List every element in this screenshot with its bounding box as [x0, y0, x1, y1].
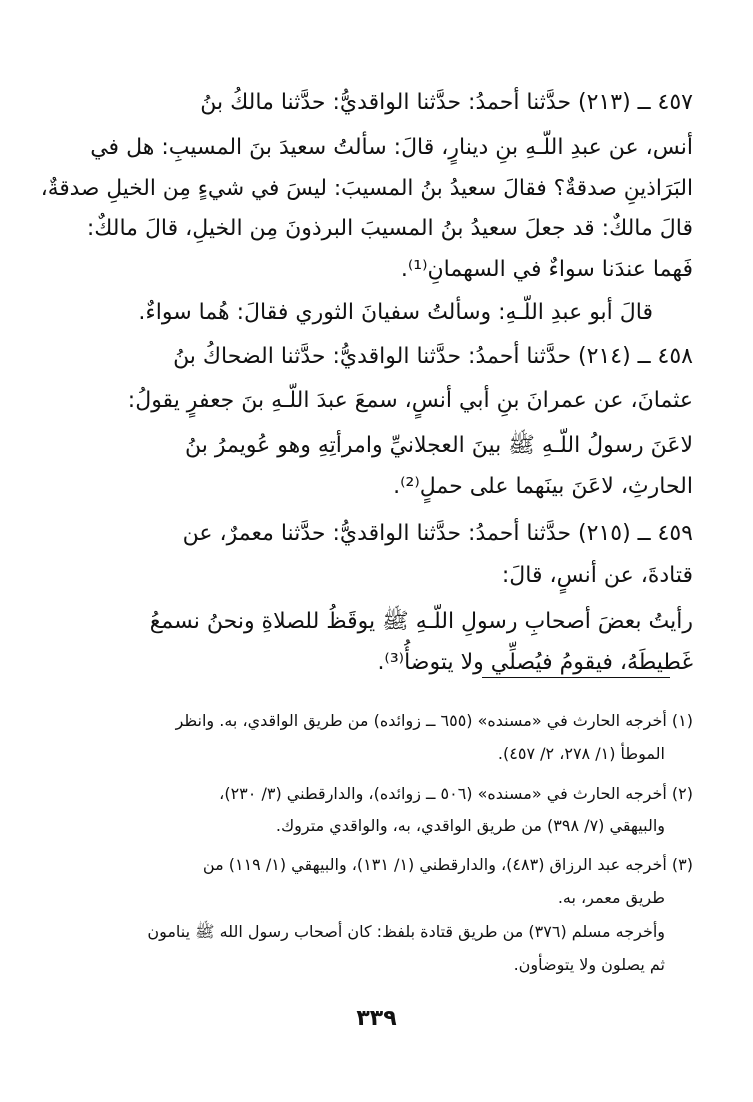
footnote-separator [482, 677, 670, 678]
footnote-3-line-4: ثم يصلون ولا يتوضأون. [513, 955, 665, 974]
hadith-457-line-5: فَهما عندَنا سواءٌ في السهمانِ⁽¹⁾. [400, 257, 693, 282]
hadith-458-line-4: الحارثِ، لاعَنَ بينَهما على حملٍ⁽²⁾. [393, 474, 693, 499]
hadith-459-line-4: غَطيطَهُ، فيقومُ فيُصلِّي ولا يتوضأُ⁽³⁾. [377, 650, 693, 675]
footnote-3-line-1: (٣) أخرجه عبد الرزاق (٤٨٣)، والدارقطني (١/ ١٣١)، والبيهقي (١/ ١١٩) من [202, 855, 693, 874]
hadith-458-line-2: عثمانَ، عن عمرانَ بنِ أبي أنسٍ، سمعَ عبدَ اللّـهِ بنَ جعفرٍ يقولُ: [127, 388, 693, 413]
hadith-457-line-4: قالَ مالكٌ: قد جعلَ سعيدُ بنُ المسيبَ البرذونَ مِن الخيلِ، قالَ مالكٌ: [86, 216, 693, 241]
footnote-3-line-2: طريق معمر، به. [557, 888, 665, 907]
footnote-1-line-2: الموطأ (١/ ٢٧٨، ٢/ ٤٥٧). [497, 744, 665, 763]
footnote-2-line-1: (٢) أخرجه الحارث في «مسنده» (٥٠٦ ــ زوائده)، والدارقطني (٣/ ٢٣٠)، [219, 784, 693, 803]
hadith-459-line-3: رأيتُ بعضَ أصحابِ رسولِ اللّـهِ ﷺ يوقَظُ للصلاةِ ونحنُ نسمعُ [149, 609, 693, 634]
hadith-459-line-2: قتادةَ، عن أنسٍ، قالَ: [501, 563, 693, 588]
hadith-458-line-3: لاعَنَ رسولُ اللّـهِ ﷺ بينَ العجلانيِّ وامرأتِهِ وهو عُويمرُ بنُ [184, 433, 693, 458]
commentary-line: قالَ أبو عبدِ اللّـهِ: وسألتُ سفيانَ الثوري فقالَ: هُما سواءٌ. [138, 300, 653, 325]
hadith-458-line-1: ٤٥٨ ــ (٢١٤) حدَّثنا أحمدُ: حدَّثنا الواقديُّ: حدَّثنا الضحاكُ بنُ [173, 344, 693, 369]
hadith-459-line-1: ٤٥٩ ــ (٢١٥) حدَّثنا أحمدُ: حدَّثنا الواقديُّ: حدَّثنا معمرٌ، عن [182, 521, 693, 546]
footnote-1-line-1: (١) أخرجه الحارث في «مسنده» (٦٥٥ ــ زوائده) من طريق الواقدي، به. وانظر [175, 711, 693, 730]
hadith-457-line-1: ٤٥٧ ــ (٢١٣) حدَّثنا أحمدُ: حدَّثنا الواقديُّ: حدَّثنا مالكُ بنُ [200, 90, 693, 115]
footnote-3-line-3: وأخرجه مسلم (٣٧٦) من طريق قتادة بلفظ: كان أصحاب رسول الله ﷺ ينامون [147, 922, 665, 941]
page-number: ٣٣٩ [356, 1006, 397, 1031]
hadith-457-line-3: البَرَاذينِ صدقةٌ؟ فقالَ سعيدُ بنُ المسيبَ: ليسَ في شيءٍ مِن الخيلِ صدقةٌ، [40, 176, 693, 201]
hadith-457-line-2: أنس، عن عبدِ اللّـهِ بنِ دينارٍ، قالَ: سألتُ سعيدَ بنَ المسيبِ: هل في [90, 135, 693, 160]
footnote-2-line-2: والبيهقي (٧/ ٣٩٨) من طريق الواقدي، به، والواقدي متروك. [275, 816, 665, 835]
